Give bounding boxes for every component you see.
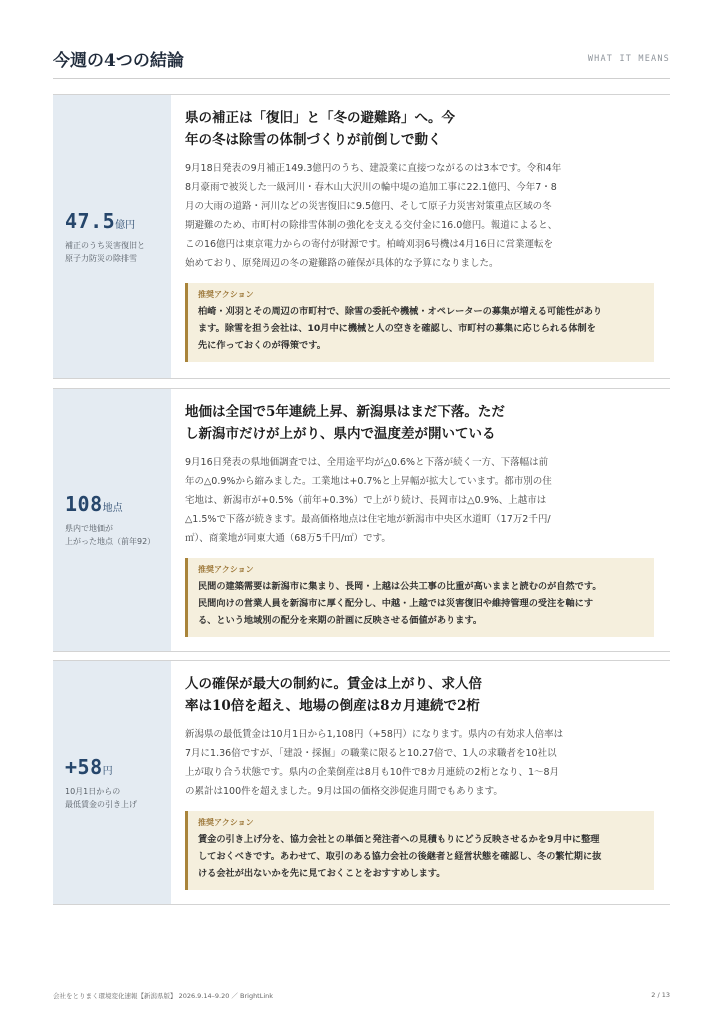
recommended-action-box	[185, 558, 654, 637]
metric-unit: 円	[102, 765, 113, 777]
metric-caption: 10月1日からの 最低賃金の引き上げ	[65, 786, 137, 809]
card-body: 9月16日発表の県地価調査では、全用途平均が△0.6%と下落が続く一方、下落幅は前 年の△0.9%から縮みました。工業地は+0.7%と上昇幅が拡大しています。都市別の住 宅地は、新潟市が+0.5%（前年+0.3%）で上がり続け、長岡市は△0.9%、上越市は △1.5%で下落が続きます。最高価格地点は住宅地が新潟市中央区水道町（17万2千円/ ㎡）、商業地が同東大通（68万5千円/㎡）です。	[185, 457, 552, 544]
footer-source: 会社をとりまく環境変化速報【新潟県版】 2026.9.14–9.20 ／ BrightLink	[53, 992, 274, 1000]
card-title: 県の補正は「復旧」と「冬の避難路」へ。今 年の冬は除雪の体制づくりが前倒しで動く	[185, 110, 455, 148]
recommended-action-box	[185, 283, 654, 362]
action-text: 賃金の引き上げ分を、協力会社との単価と発注者への見積もりにどう反映させるかを9月中に整理 しておくべきです。あわせて、取引のある協力会社の後継者と経営状態を確認し、冬の繁忙期に抜 ける会社が出ないかを先に見ておくことをおすすめします。	[198, 834, 602, 879]
card-title: 地価は全国で5年連続上昇、新潟県はまだ下落。ただ し新潟市だけが上がり、県内で温度差が開いている	[185, 404, 505, 442]
card-content	[185, 401, 654, 637]
metric-value: 47.5億円	[65, 208, 136, 233]
metric-panel	[53, 389, 171, 651]
conclusion-card-3	[53, 660, 670, 905]
card-content	[185, 107, 654, 362]
action-text: 民間の建築需要は新潟市に集まり、長岡・上越は公共工事の比重が高いままと読むのが自然です。 民間向けの営業人員を新潟市に厚く配分し、中越・上越では災害復旧や維持管理の受注を軸にす る、という地域別の配分を来期の計画に反映させる価値があります。	[198, 581, 602, 626]
metric-caption: 補正のうち災害復旧と 原子力防災の除排雪	[65, 240, 145, 263]
card-body: 新潟県の最低賃金は10月1日から1,108円（+58円）になります。県内の有効求人倍率は 7月に1.36倍ですが、「建設・採掘」の職業に限ると10.27倍で、1人の求職者を10社以 上が取り合う状態です。県内の企業倒産は8月も10件で8カ月連続の2桁となり、1〜8月 の累計は100件を超えました。9月は国の価格交渉促進月間でもあります。	[185, 729, 564, 797]
action-text: 柏崎・刈羽とその周辺の市町村で、除雪の委託や機械・オペレーターの募集が増える可能性があり ます。除雪を担う会社は、10月中に機械と人の空きを確認し、市町村の募集に応じられる体制を 先に作っておくのが得策です。	[198, 306, 603, 351]
page-number: 2 / 13	[651, 991, 670, 999]
metric-unit: 地点	[102, 503, 123, 514]
page-title: 今週の4つの結論	[53, 51, 184, 71]
metric-panel	[53, 661, 171, 904]
metric-unit: 億円	[115, 219, 136, 231]
action-label: 推奨アクション	[198, 565, 254, 574]
card-content	[185, 673, 654, 890]
section-kicker: WHAT IT MEANS	[587, 54, 670, 64]
card-body: 9月18日発表の9月補正149.3億円のうち、建設業に直接つながるのは3本です。令和4年 8月豪雨で被災した一級河川・春木山大沢川の輪中堤の追加工事に22.1億円、今年7・8 月の大雨の道路・河川などの災害復旧に9.5億円、そして原子力災害対策重点区域の冬 期避難のため、市町村の除排雪体制の強化を支える交付金に16.0億円。報道によると、 この16億円は東京電力からの寄付が財源です。柏崎刈羽6号機は4月16日に営業運転を 始めており、原発周辺の冬の避難路の確保が具体的な予算になりました。	[185, 163, 562, 269]
conclusion-card-2	[53, 388, 670, 652]
metric-value: 108地点	[65, 492, 123, 516]
card-title: 人の確保が最大の制約に。賃金は上がり、求人倍 率は10倍を超え、地場の倒産は8カ月連続で2桁	[185, 676, 482, 714]
page-header	[53, 44, 670, 79]
metric-value: +58円	[65, 754, 113, 779]
action-label: 推奨アクション	[198, 818, 254, 827]
action-label: 推奨アクション	[198, 290, 254, 299]
metric-panel	[53, 95, 171, 378]
metric-caption: 県内で地価が 上がった地点（前年92）	[65, 524, 156, 546]
conclusion-card-1	[53, 94, 670, 379]
recommended-action-box	[185, 811, 654, 890]
